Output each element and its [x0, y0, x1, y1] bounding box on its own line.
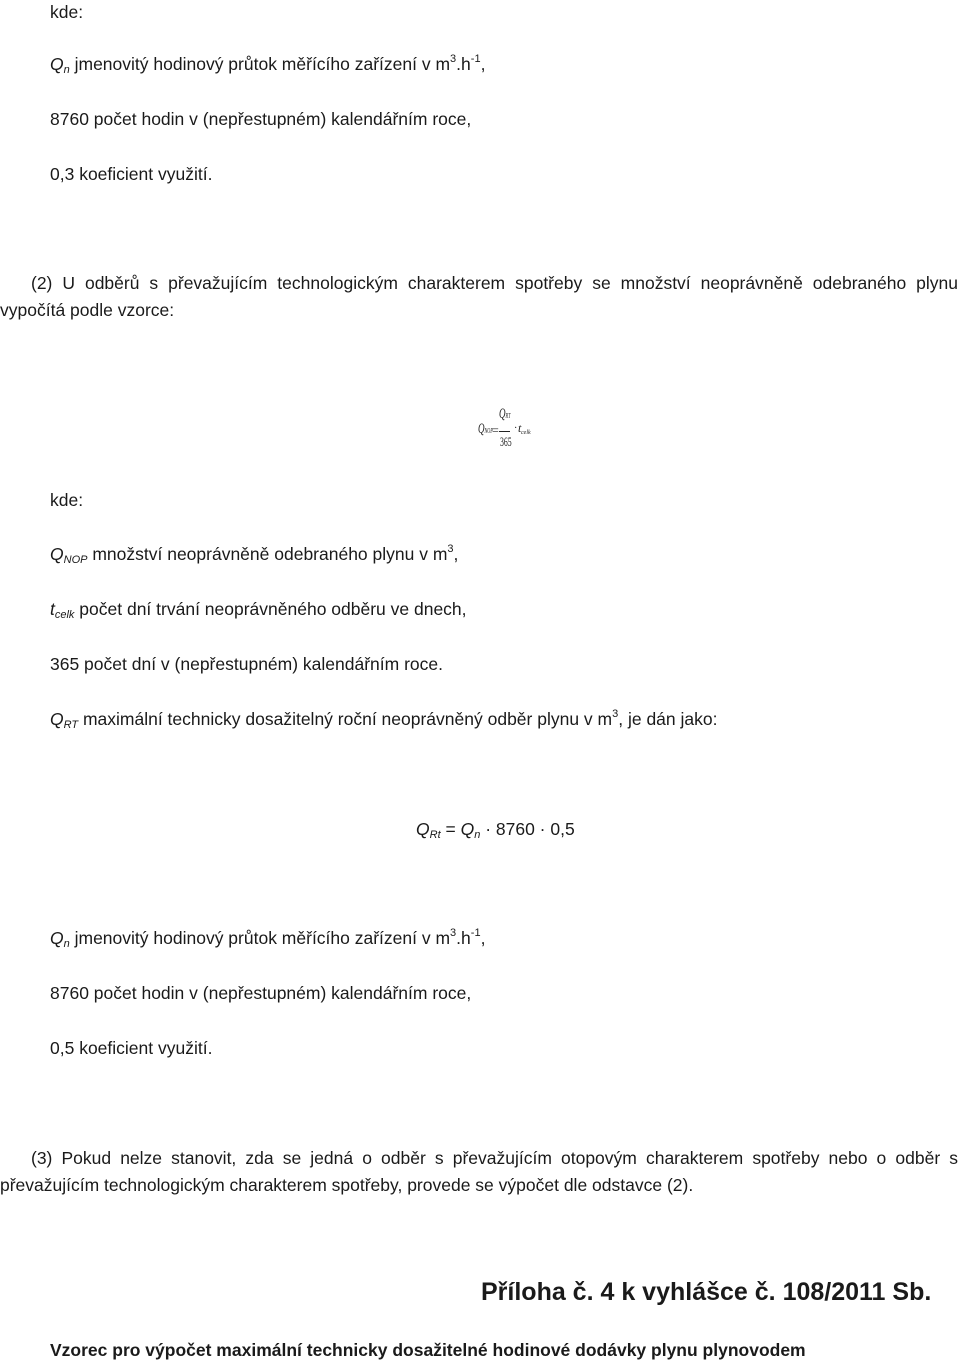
- formula-numerator-sub: RT: [505, 412, 511, 420]
- symbol-q: Q: [50, 54, 64, 74]
- symbol-q: Q: [50, 709, 64, 729]
- formula-rest: · 8760 · 0,5: [480, 819, 575, 839]
- fraction-bar: [499, 431, 510, 432]
- formula-t-sub: celk: [521, 430, 531, 436]
- formula-denominator: 365: [500, 434, 512, 449]
- exponent: -1: [470, 927, 481, 939]
- definition-text: množství neoprávněně odebraného plynu v m: [87, 544, 448, 564]
- formula-equals: =: [440, 819, 461, 839]
- annex-subtitle: Vzorec pro výpočet maximální technicky dosažitelné hodinové dodávky plynu plynovodem: [50, 1340, 806, 1360]
- definition-qn-2: [50, 928, 485, 948]
- exponent: 3: [450, 53, 457, 65]
- exponent: -1: [470, 53, 481, 65]
- unit-text: .h: [456, 54, 471, 74]
- paragraph-2: (2) U odběrů s převažujícím technologickým charakterem spotřeby se množství neoprávněně odebraného plynu vypočítá podle vzorce:: [0, 273, 958, 320]
- formula-t: t: [518, 421, 522, 435]
- definition-hours-2: 8760 počet hodin v (nepřestupném) kalendářním roce,: [50, 983, 472, 1003]
- symbol-sub: celk: [54, 609, 75, 621]
- definition-text: jmenovitý hodinový průtok měřícího zařízení v m: [69, 54, 451, 74]
- definition-qnop: [50, 544, 458, 564]
- formula-qnop: [478, 405, 538, 455]
- definition-coef-2: 0,5 koeficient využití.: [50, 1038, 213, 1058]
- exponent: 3: [450, 927, 457, 939]
- annex-title: Příloha č. 4 k vyhlášce č. 108/2011 Sb.: [481, 1278, 932, 1306]
- definition-text: počet dní trvání neoprávněného odběru ve dnech,: [74, 599, 467, 619]
- kde-label-1: kde:: [50, 2, 84, 22]
- formula-lhs-sub: Rt: [429, 829, 441, 841]
- formula-numerator: Q: [499, 406, 506, 422]
- punctuation: ,: [453, 544, 459, 564]
- definition-coef-1: 0,3 koeficient využití.: [50, 164, 213, 184]
- definition-tcelk: [50, 599, 467, 619]
- definition-text-end: , je dán jako:: [618, 709, 718, 729]
- definition-qn-1: [50, 54, 485, 74]
- punctuation: ,: [480, 928, 486, 948]
- symbol-sub: n: [63, 64, 70, 76]
- definition-text: maximální technicky dosažitelný roční neoprávněný odběr plynu v m: [78, 709, 613, 729]
- definition-text: jmenovitý hodinový průtok měřícího zařízení v m: [69, 928, 451, 948]
- formula-lhs-sub: NOP: [484, 427, 493, 435]
- definition-days: 365 počet dní v (nepřestupném) kalendářním roce.: [50, 654, 443, 674]
- formula-qrt: [416, 819, 575, 839]
- definition-qrt: [50, 709, 717, 729]
- punctuation: ,: [480, 54, 486, 74]
- kde-label-2: kde:: [50, 490, 84, 510]
- symbol-sub: RT: [63, 719, 79, 731]
- formula-lhs: Q: [478, 421, 485, 437]
- paragraph-3: (3) Pokud nelze stanovit, zda se jedná o odběr s převažujícím otopovým charakterem spotřeby nebo o odběr s převažujícím technologickým charakterem spotřeby, provede se výpočet dle odstavce (2).: [0, 1148, 958, 1195]
- symbol-q: Q: [50, 544, 64, 564]
- exponent: 3: [447, 543, 454, 555]
- formula-qn-sub: n: [474, 829, 481, 841]
- definition-hours-1: 8760 počet hodin v (nepřestupném) kalendářním roce,: [50, 109, 472, 129]
- symbol-sub: NOP: [63, 554, 88, 566]
- unit-text: .h: [456, 928, 471, 948]
- symbol-q: Q: [50, 928, 64, 948]
- symbol-sub: n: [63, 938, 70, 950]
- symbol-t: t: [50, 599, 55, 619]
- formula-qn: Q: [460, 819, 475, 839]
- formula-equals: =: [492, 423, 499, 437]
- exponent: 3: [612, 708, 619, 720]
- formula-dot: ·: [514, 423, 518, 434]
- formula-lhs: Q: [416, 819, 430, 839]
